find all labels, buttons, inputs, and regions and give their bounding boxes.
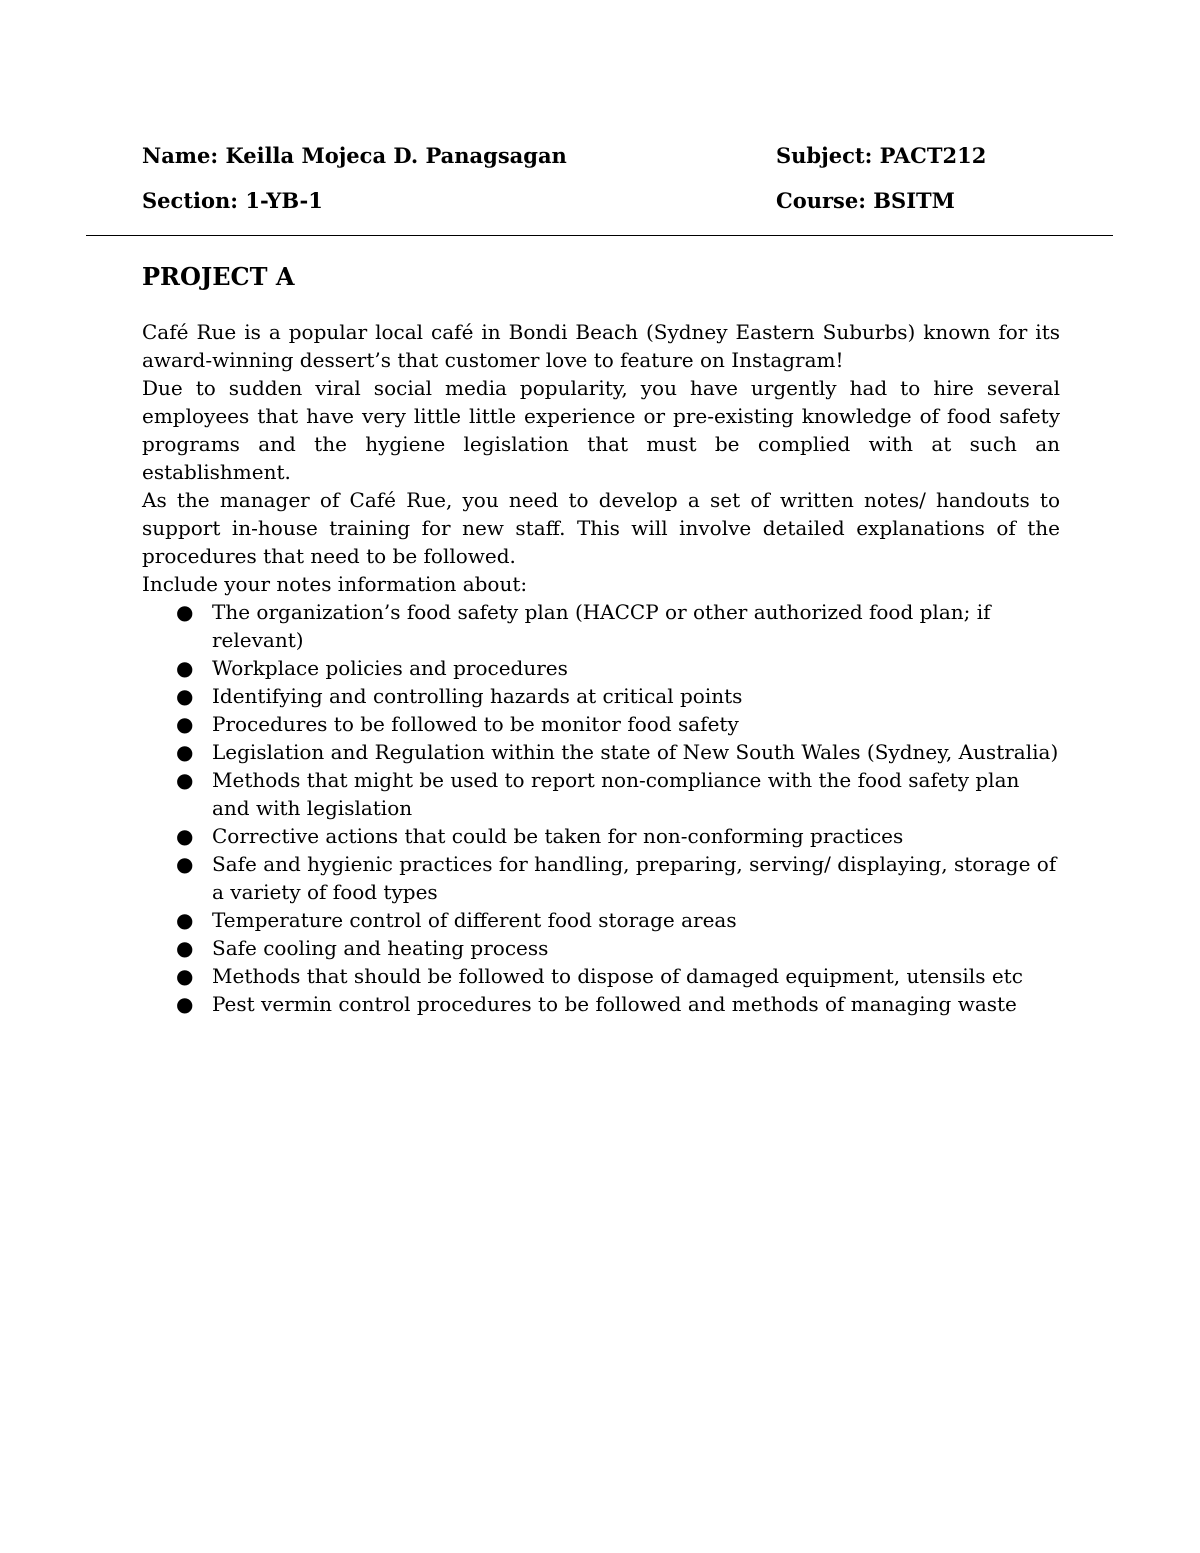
list-item-text: Safe cooling and heating process <box>212 936 549 960</box>
bullet-icon: ● <box>176 964 194 988</box>
list-item-text: The organization’s food safety plan (HACCP or other authorized food plan; if relevant) <box>212 600 991 652</box>
bullet-icon: ● <box>176 684 194 708</box>
context-paragraph: Due to sudden viral social media popularity, you have urgently had to hire several employees that have very little little experience or pre-existing knowledge of food safety programs and the hygiene legislation that must be complied with at such an establishment. <box>142 376 1060 484</box>
list-item-text: Safe and hygienic practices for handling, preparing, serving/ displaying, storage of a variety of food types <box>212 852 1057 904</box>
list-intro: Include your notes information about: <box>142 572 528 596</box>
list-item-text: Pest vermin control procedures to be followed and methods of managing waste <box>212 992 1017 1016</box>
student-name: Name: Keilla Mojeca D. Panagsagan <box>142 143 567 168</box>
requirements-list <box>142 598 1060 1018</box>
list-item-text: Identifying and controlling hazards at critical points <box>212 684 743 708</box>
intro-paragraph: Café Rue is a popular local café in Bondi Beach (Sydney Eastern Suburbs) known for its award-winning dessert’s that customer love to feature on Instagram! <box>142 320 1060 372</box>
list-item <box>142 850 1060 906</box>
section-label: Section: 1-YB-1 <box>142 188 323 213</box>
list-item-text: Procedures to be followed to be monitor food safety <box>212 712 739 736</box>
task-paragraph: As the manager of Café Rue, you need to develop a set of written notes/ handouts to support in-house training for new staff. This will involve detailed explanations of the procedures that need to be followed. <box>142 488 1060 568</box>
list-item <box>142 962 1060 990</box>
bullet-icon: ● <box>176 600 194 624</box>
document-body <box>142 318 1060 1018</box>
bullet-icon: ● <box>176 936 194 960</box>
list-item <box>142 738 1060 766</box>
list-item-text: Methods that might be used to report non-compliance with the food safety plan and with legislation <box>212 768 1020 820</box>
list-item-text: Legislation and Regulation within the state of New South Wales (Sydney, Australia) <box>212 740 1059 764</box>
bullet-icon: ● <box>176 768 194 792</box>
bullet-icon: ● <box>176 824 194 848</box>
list-item <box>142 934 1060 962</box>
bullet-icon: ● <box>176 740 194 764</box>
list-item <box>142 710 1060 738</box>
header-divider <box>86 235 1113 236</box>
list-item <box>142 682 1060 710</box>
list-item-text: Temperature control of different food storage areas <box>212 908 737 932</box>
course-label: Course: BSITM <box>776 188 955 213</box>
bullet-icon: ● <box>176 992 194 1016</box>
list-item <box>142 822 1060 850</box>
list-item-text: Corrective actions that could be taken for non-conforming practices <box>212 824 904 848</box>
list-item-text: Workplace policies and procedures <box>212 656 568 680</box>
list-item <box>142 906 1060 934</box>
list-item <box>142 598 1060 654</box>
subject-code: Subject: PACT212 <box>776 143 987 168</box>
bullet-icon: ● <box>176 908 194 932</box>
list-item <box>142 766 1060 822</box>
list-item-text: Methods that should be followed to dispose of damaged equipment, utensils etc <box>212 964 1023 988</box>
list-item <box>142 990 1060 1018</box>
bullet-icon: ● <box>176 712 194 736</box>
document-title: PROJECT A <box>142 262 295 291</box>
bullet-icon: ● <box>176 852 194 876</box>
bullet-icon: ● <box>176 656 194 680</box>
list-item <box>142 654 1060 682</box>
